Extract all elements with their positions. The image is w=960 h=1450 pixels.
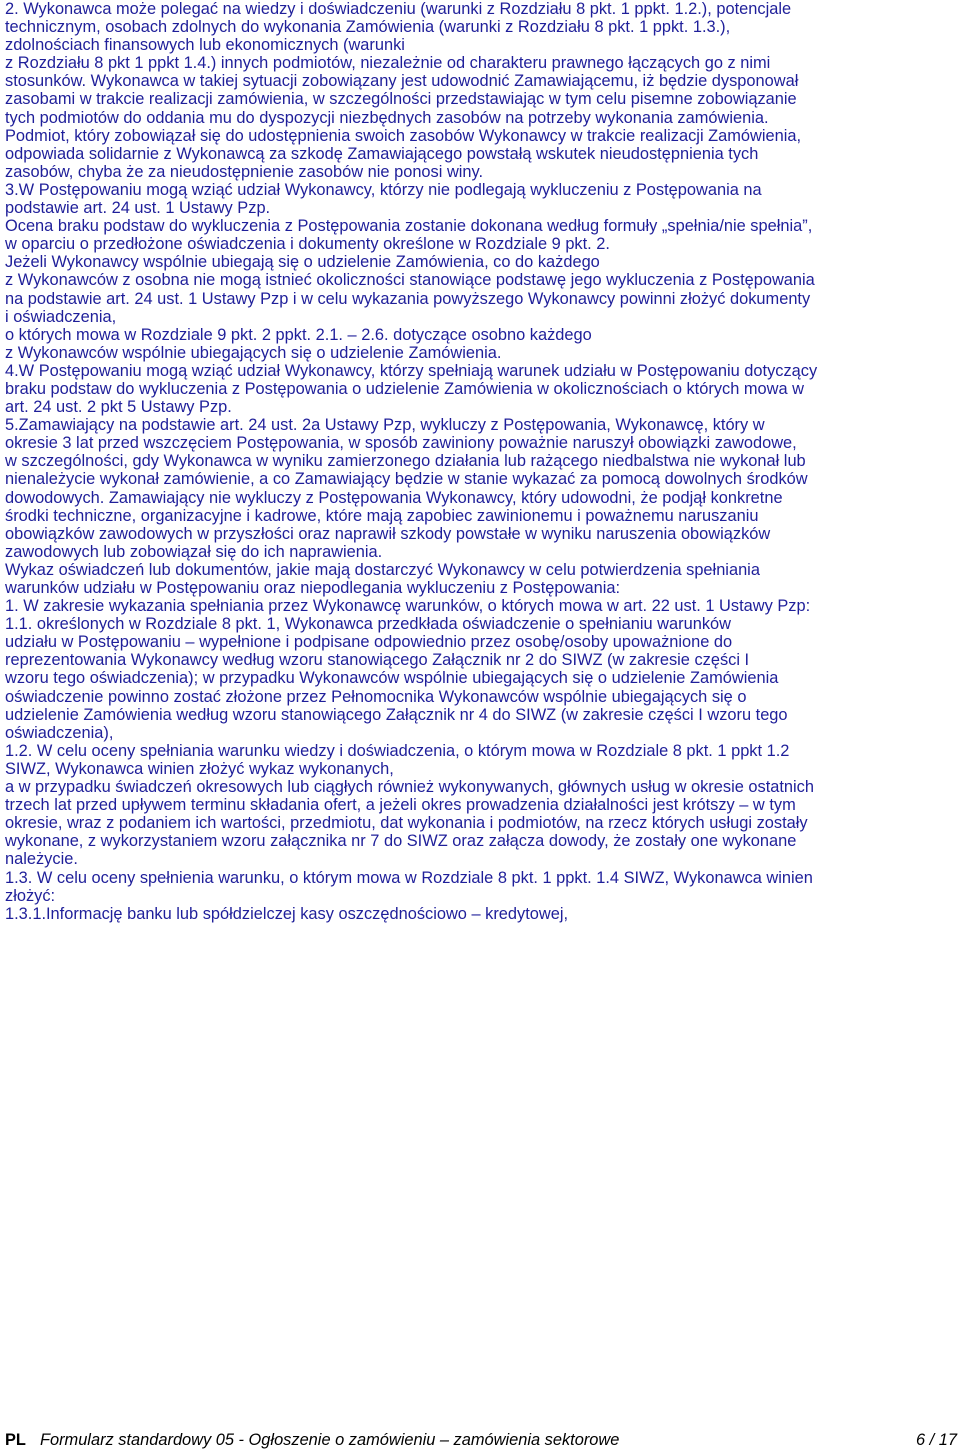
text-line: z Rozdziału 8 pkt 1 ppkt 1.4.) innych podmiotów, niezależnie od charakteru prawnego łączących go z nimi bbox=[5, 54, 771, 73]
text-line: okresie, wraz z podaniem ich wartości, przedmiotu, dat wykonania i podmiotów, na rzecz których usługi zostały bbox=[5, 814, 808, 833]
text-line: na podstawie art. 24 ust. 1 Ustawy Pzp i w celu wykazania powyższego Wykonawcy powinni złożyć dokumenty bbox=[5, 289, 811, 308]
text-line: udziału w Postępowaniu – wypełnione i podpisane odpowiednio przez osobę/osoby upoważnione do bbox=[5, 633, 733, 652]
text-line: udzielenie Zamówienia według wzoru stanowiącego Załącznik nr 4 do SIWZ (w zakresie części I wzoru tego bbox=[5, 705, 788, 724]
text-line: 5.Zamawiający na podstawie art. 24 ust. 2a Ustawy Pzp, wykluczy z Postępowania, Wykonawcę, który w bbox=[5, 416, 765, 435]
text-line: Wykaz oświadczeń lub dokumentów, jakie mają dostarczyć Wykonawcy w celu potwierdzenia spełniania bbox=[5, 560, 760, 579]
text-line: i oświadczenia, bbox=[5, 307, 117, 326]
text-line: 1.1. określonych w Rozdziale 8 pkt. 1, Wykonawca przedkłada oświadczenie o spełnianiu warunków bbox=[5, 615, 731, 634]
text-line: odpowiada solidarnie z Wykonawcą za szkodę Zamawiającego powstałą wskutek nieudostępnienia tych bbox=[5, 144, 759, 163]
text-line: złożyć: bbox=[5, 886, 56, 905]
text-line: podstawie art. 24 ust. 1 Ustawy Pzp. bbox=[5, 199, 271, 218]
text-line: 1. W zakresie wykazania spełniania przez Wykonawcę warunków, o których mowa w art. 22 ust. 1 Ustawy Pzp: bbox=[5, 597, 811, 616]
text-line: wykonane, z wykorzystaniem wzoru załącznika nr 7 do SIWZ oraz załącza dowody, że zostały one wykonane bbox=[5, 832, 797, 851]
text-line: Jeżeli Wykonawcy wspólnie ubiegają się o udzielenie Zamówienia, co do każdego bbox=[5, 253, 600, 272]
text-line: w oparciu o przedłożone oświadczenia i dokumenty określone w Rozdziale 9 pkt. 2. bbox=[5, 235, 610, 254]
text-line: Podmiot, który zobowiązał się do udostępnienia swoich zasobów Wykonawcy w trakcie realizacji Zamówienia, bbox=[5, 126, 802, 145]
text-line: dowodowych. Zamawiający nie wykluczy z Postępowania Wykonawcy, który udowodni, że podjął konkretne bbox=[5, 488, 783, 507]
text-line: 4.W Postępowaniu mogą wziąć udział Wykonawcy, którzy spełniają warunek udziału w Postępowaniu dotyczący bbox=[5, 361, 818, 380]
text-line: z Wykonawców wspólnie ubiegających się o udzielenie Zamówienia. bbox=[5, 343, 502, 362]
text-line: nienależycie wykonał zamówienie, a co Zamawiający będzie w stanie wykazać za pomocą dowolnych środków bbox=[5, 470, 808, 489]
text-line: 1.3. W celu oceny spełnienia warunku, o którym mowa w Rozdziale 8 pkt. 1 ppkt. 1.4 SIWZ, Wykonawca winien bbox=[5, 868, 813, 887]
text-line: oświadczenia), bbox=[5, 723, 114, 742]
text-line: zasobami w trakcie realizacji zamówienia, w szczególności przedstawiając w tym celu pisemne zobowiązanie bbox=[5, 90, 797, 109]
text-line: 1.2. W celu oceny spełniania warunku wiedzy i doświadczenia, o którym mowa w Rozdziale 8 pkt. 1 ppkt 1.2 bbox=[5, 741, 790, 760]
text-line: braku podstaw do wykluczenia z Postępowania o udzielenie Zamówienia w okolicznościach o których mowa w bbox=[5, 379, 804, 398]
text-line: zawodowych lub zobowiązał się do ich naprawienia. bbox=[5, 542, 383, 561]
text-line: należycie. bbox=[5, 850, 78, 869]
text-line: oświadczenie powinno zostać złożone przez Pełnomocnika Wykonawców wspólnie ubiegających się o bbox=[5, 687, 747, 706]
text-line: 2. Wykonawca może polegać na wiedzy i doświadczeniu (warunki z Rozdziału 8 pkt. 1 ppkt. 1.2.), potencjale bbox=[5, 0, 792, 18]
text-line: technicznym, osobach zdolnych do wykonania Zamówienia (warunki z Rozdziału 8 pkt. 1 ppkt. 1.3.), bbox=[5, 18, 731, 37]
text-line: o których mowa w Rozdziale 9 pkt. 2 ppkt. 2.1. – 2.6. dotyczące osobno każdego bbox=[5, 325, 592, 344]
text-line: z Wykonawców z osobna nie mogą istnieć okoliczności stanowiące podstawę jego wykluczenia z Postępowania bbox=[5, 271, 815, 290]
text-line: obowiązków zawodowych w przyszłości oraz naprawił szkody powstałe w wyniku naruszenia obowiązków bbox=[5, 524, 771, 543]
text-line: a w przypadku świadczeń okresowych lub ciągłych również wykonywanych, głównych usług w okresie ostatnich bbox=[5, 778, 814, 797]
text-line: 1.3.1.Informację banku lub spółdzielczej kasy oszczędnościowo – kredytowej, bbox=[5, 904, 569, 923]
text-line: tych podmiotów do oddania mu do dyspozycji niezbędnych zasobów na potrzeby wykonania zamówienia. bbox=[5, 108, 769, 127]
text-line: trzech lat przed upływem terminu składania ofert, a jeżeli okres prowadzenia działalności jest krótszy – w tym bbox=[5, 796, 796, 815]
page-footer bbox=[5, 1430, 957, 1450]
text-line: w szczególności, gdy Wykonawca w wyniku zamierzonego działania lub rażącego niedbalstwa nie wykonał lub bbox=[5, 452, 806, 471]
text-line: stosunków. Wykonawca w takiej sytuacji zobowiązany jest udowodnić Zamawiającemu, iż będzie dysponował bbox=[5, 72, 799, 91]
document-body bbox=[5, 0, 957, 923]
form-title: Formularz standardowy 05 - Ogłoszenie o zamówieniu – zamówienia sektorowe bbox=[39, 1431, 620, 1449]
text-line: reprezentowania Wykonawcy według wzoru stanowiącego Załącznik nr 2 do SIWZ (w zakresie części I bbox=[5, 651, 750, 670]
text-line: zdolnościach finansowych lub ekonomicznych (warunki bbox=[5, 36, 405, 55]
text-line: Ocena braku podstaw do wykluczenia z Postępowania zostanie dokonana według formuły „spełnia/nie spełnia”, bbox=[5, 217, 813, 236]
text-line: zasobów, chyba że za nieudostępnienie zasobów nie ponosi winy. bbox=[5, 162, 484, 181]
text-line: SIWZ, Wykonawca winien złożyć wykaz wykonanych, bbox=[5, 759, 394, 778]
page-number: 6 / 17 bbox=[915, 1431, 957, 1449]
text-line: okresie 3 lat przed wszczęciem Postępowania, w sposób zawiniony poważnie naruszył obowiązki zawodowe, bbox=[5, 434, 797, 453]
text-line: wzoru tego oświadczenia); w przypadku Wykonawców wspólnie ubiegających się o udzielenie Zamówienia bbox=[5, 669, 779, 688]
text-line: art. 24 ust. 2 pkt 5 Ustawy Pzp. bbox=[5, 398, 232, 417]
text-line: środki techniczne, organizacyjne i kadrowe, które mają zapobiec zawinionemu i poważnemu naruszaniu bbox=[5, 506, 759, 525]
text-line: 3.W Postępowaniu mogą wziąć udział Wykonawcy, którzy nie podlegają wykluczeniu z Postępowania na bbox=[5, 180, 762, 199]
text-line: warunków udziału w Postępowaniu oraz niepodlegania wykluczeniu z Postępowania: bbox=[5, 579, 621, 597]
language-code: PL bbox=[5, 1431, 26, 1449]
